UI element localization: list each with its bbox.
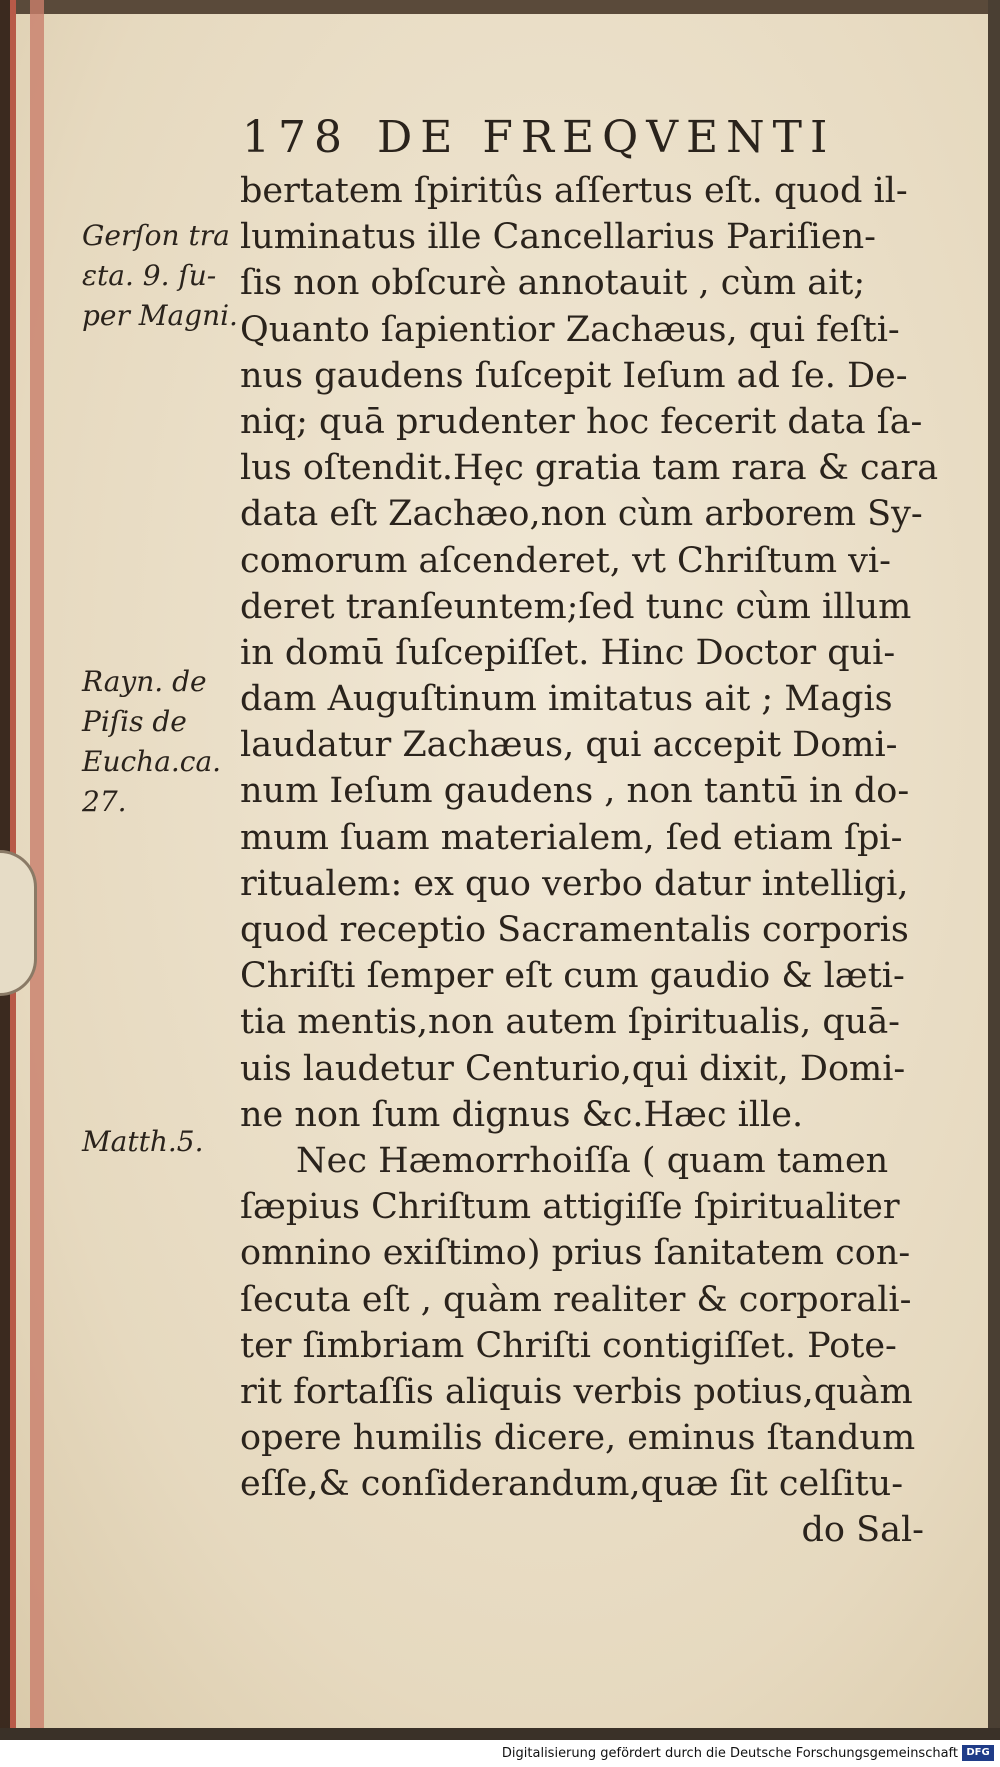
margin-note-line: Gerſon tra xyxy=(82,219,230,252)
footer-bar xyxy=(0,1740,1000,1767)
running-head: DE FREQVENTI xyxy=(377,112,836,163)
text-line: Quanto ſapientior Zachæus, qui feſti- xyxy=(240,309,900,350)
text-line: ritualem: ex quo verbo datur intelligi, xyxy=(240,863,909,904)
text-line: luminatus ille Cancellarius Pariſien- xyxy=(240,217,876,258)
text-line: niq; quā prudenter hoc fecerit data ſa- xyxy=(240,401,923,442)
catchword: do Sal- xyxy=(801,1510,924,1551)
text-line: ſæpius Chriſtum attigiſſe ſpiritualiter xyxy=(240,1187,900,1228)
page-header xyxy=(242,112,842,162)
text-line: comorum aſcenderet, vt Chriſtum vi- xyxy=(240,540,891,581)
margin-note-line: 27. xyxy=(82,785,127,818)
text-line: nus gaudens ſuſcepit Ieſum ad ſe. De- xyxy=(240,355,908,396)
margin-note-line: Rayn. de xyxy=(82,665,207,698)
margin-note-gerson xyxy=(82,216,242,336)
text-line: tia mentis,non autem ſpiritualis, quā- xyxy=(240,1002,901,1043)
text-line: lus oſtendit.Hęc gratia tam rara & cara xyxy=(240,448,939,489)
text-line: omnino exiſtimo) prius ſanitatem con- xyxy=(240,1233,911,1274)
text-line: quod receptio Sacramentalis corporis xyxy=(240,910,909,950)
margin-note-line: ɛta. 9. ſu- xyxy=(82,259,217,292)
page-right-edge xyxy=(988,0,1000,1740)
book-clasp xyxy=(0,850,37,996)
text-line: ſis non obſcurè annotauit , cùm ait; xyxy=(240,263,866,304)
margin-note-line: Matth.5. xyxy=(82,1125,204,1158)
page-bottom-edge xyxy=(0,1728,1000,1740)
page-number: 178 xyxy=(242,112,350,163)
text-line: uis laudetur Centurio,qui dixit, Domi- xyxy=(240,1048,906,1089)
text-line: laudatur Zachæus, qui accepit Domi- xyxy=(240,725,898,766)
margin-note-line: per Magni. xyxy=(82,299,238,332)
page-top-edge xyxy=(0,0,1000,14)
margin-note-matth xyxy=(82,1122,242,1162)
dfg-logo: DFG xyxy=(962,1745,994,1761)
text-line: in domū ſuſcepiſſet. Hinc Doctor qui- xyxy=(240,632,896,673)
text-line: eſſe,& conſiderandum,quæ ſit celſitu- xyxy=(240,1464,904,1505)
text-line: Chriſti ſemper eſt cum gaudio & læti- xyxy=(240,956,905,997)
margin-note-rayn xyxy=(82,662,242,822)
text-line: rit fortaſſis aliquis verbis potius,quàm xyxy=(240,1371,913,1412)
margin-note-line: Piſis de xyxy=(82,705,187,738)
text-line: dam Auguſtinum imitatus ait ; Magis xyxy=(240,679,893,720)
text-line: ſecuta eſt , quàm realiter & corporali- xyxy=(240,1279,912,1320)
digitization-credit: Digitalisierung gefördert durch die Deutsche Forschungsgemeinschaft xyxy=(501,1746,958,1761)
text-line: num Ieſum gaudens , non tantū in do- xyxy=(240,771,910,812)
text-line: opere humilis dicere, eminus ſtandum xyxy=(240,1418,916,1459)
text-line: Nec Hæmorrhoiſſa ( quam tamen xyxy=(296,1140,889,1181)
text-line: bertatem ſpiritûs aſſertus eſt. quod il- xyxy=(240,171,908,211)
text-line: ne non ſum dignus &c.Hæc ille. xyxy=(240,1094,804,1135)
text-line: deret tranſeuntem;ſed tunc cùm illum xyxy=(240,586,912,627)
text-line: mum ſuam materialem, ſed etiam ſpi- xyxy=(240,817,903,858)
margin-note-line: Eucha.ca. xyxy=(82,745,222,778)
body-text xyxy=(240,168,940,1554)
text-line: ter ſimbriam Chriſti contigiſſet. Pote- xyxy=(240,1325,897,1366)
text-line: data eſt Zachæo,non cùm arborem Sy- xyxy=(240,494,923,535)
